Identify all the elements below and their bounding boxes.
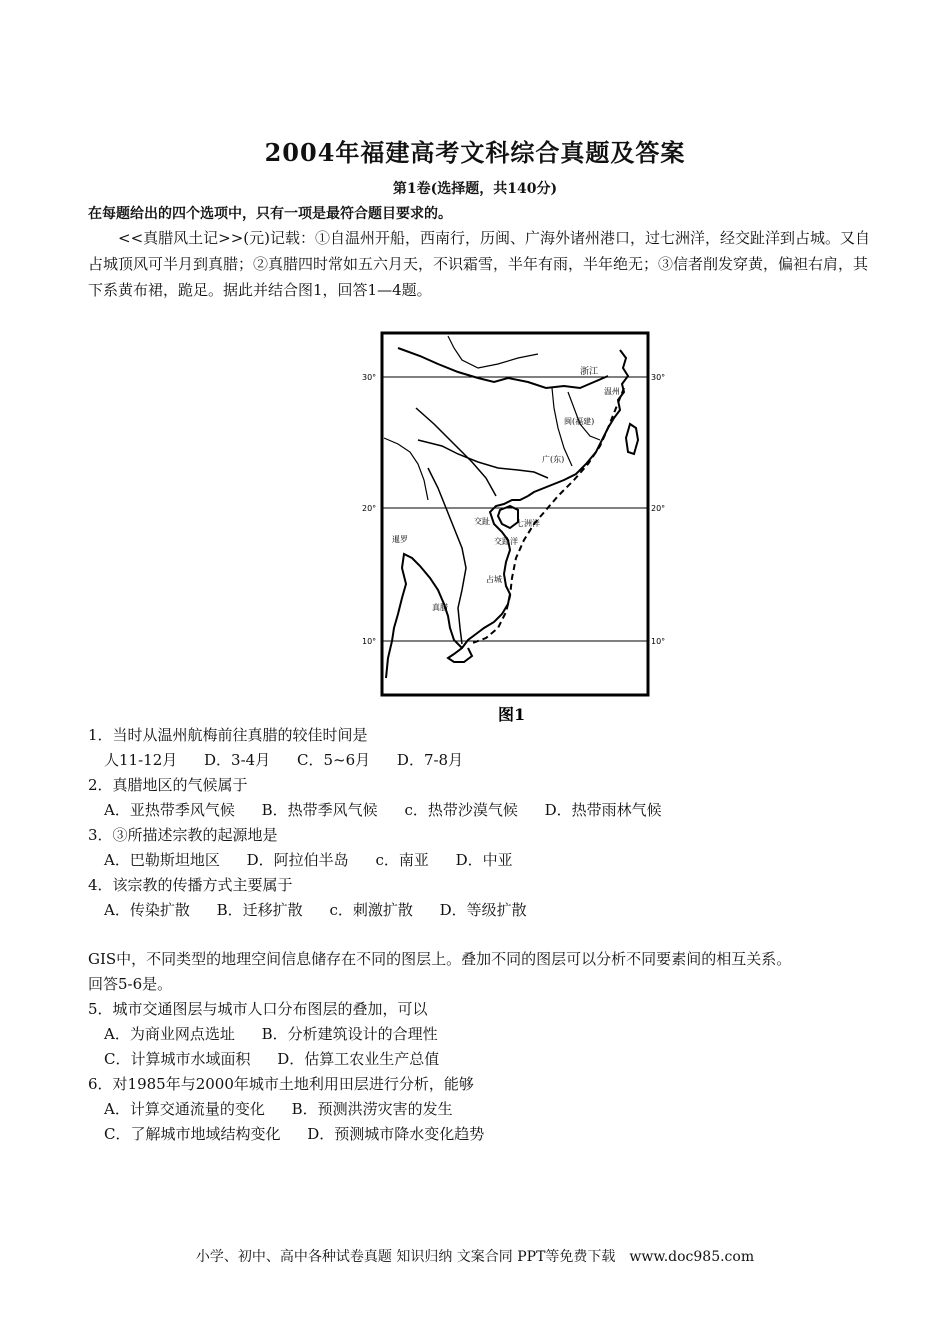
- section-subtitle: 第1卷(选择题，共140分): [392, 181, 558, 197]
- q3-option-c: c．南亚: [375, 851, 429, 869]
- question-5-options-row-1: [104, 1023, 460, 1044]
- q1-option-c: C．5~6月: [297, 751, 371, 769]
- passage-1-text: <<真腊风土记>>(元)记载：①自温州开船，西南行，历闽、广海外诸州港口，过七洲洋，经交趾洋到占城。又自占城顶风可半月到真腊；②真腊四时常如五六月天，不识霜雪，半年有雨，半年绝无；③信者削发穿黄，偏袒右肩，其下系黄布裙，跪足。据此并结合图1，回答1—4题。: [88, 229, 870, 299]
- label-jiaozhi: 交趾: [474, 517, 490, 526]
- q2-option-b: B．热带季风气候: [261, 801, 378, 819]
- question-5-stem: 5．城市交通图层与城市人口分布图层的叠加，可以: [88, 1000, 428, 1018]
- lat-label-10-left: 10°: [362, 637, 377, 646]
- label-qizhou-sea: 七洲洋: [516, 519, 540, 528]
- q2-option-c: c．热带沙漠气候: [404, 801, 518, 819]
- question-4-stem: 4．该宗教的传播方式主要属于: [88, 876, 293, 894]
- q3-option-b: D．阿拉伯半岛: [246, 851, 349, 869]
- lat-label-20-left: 20°: [362, 504, 377, 513]
- q2-option-d: D．热带雨林气候: [544, 801, 662, 819]
- question-2-options: [104, 799, 684, 820]
- yangtze-river: [398, 348, 608, 388]
- river-west: [384, 438, 428, 500]
- label-siam: 暹罗: [392, 535, 408, 544]
- question-1-options: [104, 749, 485, 770]
- lat-label-30-left: 30°: [362, 373, 377, 382]
- question-2-stem: 2．真腊地区的气候属于: [88, 776, 248, 794]
- river-minjiang: [568, 392, 600, 440]
- q2-option-a: A．亚热带季风气候: [104, 801, 235, 819]
- label-min: 闽(福建): [564, 417, 595, 426]
- passage-1: [88, 225, 873, 303]
- q6-option-c: C．了解城市地域结构变化: [104, 1125, 281, 1143]
- label-wenzhou: 温州: [604, 387, 620, 396]
- q5-option-d: D．估算工农业生产总值: [277, 1050, 440, 1068]
- taiwan-island: [626, 424, 638, 454]
- label-zhejiang: 浙江: [580, 367, 599, 377]
- pearl-river: [418, 440, 548, 478]
- mekong-river: [428, 468, 466, 644]
- map-figure-1: [358, 328, 698, 728]
- footer-text[interactable]: 小学、初中、高中各种试卷真题 知识归纳 文案合同 PPT等免费下载 www.doc985.com: [195, 1249, 755, 1265]
- label-zhenla: 真腊: [432, 603, 448, 612]
- lat-label-30-right: 30°: [651, 373, 666, 382]
- q3-option-d: D．中亚: [455, 851, 513, 869]
- q4-option-b: B．迁移扩散: [216, 901, 303, 919]
- passage-2-line-2: 回答5-6是。: [88, 975, 173, 993]
- question-4-options: [104, 899, 549, 920]
- red-river: [416, 408, 496, 496]
- passage-2-line-1: GIS中，不同类型的地理空间信息储存在不同的图层上。叠加不同的图层可以分析不同要素间的相互关系。: [88, 950, 792, 968]
- voyage-route: [470, 388, 624, 644]
- question-5-options-row-2: [104, 1048, 461, 1069]
- question-3-options: [104, 849, 535, 870]
- label-guang: 广(东): [542, 455, 565, 464]
- question-6-options-row-1: [104, 1098, 475, 1119]
- q5-option-b: B．分析建筑设计的合理性: [261, 1025, 438, 1043]
- q3-option-a: A．巴勒斯坦地区: [104, 851, 220, 869]
- map-caption: 图1: [498, 705, 526, 724]
- question-1-stem: 1．当时从温州航梅前往真腊的较佳时间是: [88, 726, 368, 744]
- q1-option-b: D．3-4月: [204, 751, 271, 769]
- q4-option-d: D．等级扩散: [439, 901, 527, 919]
- river-north: [448, 336, 538, 368]
- q4-option-c: c．刺激扩散: [329, 901, 413, 919]
- q5-option-a: A．为商业网点选址: [104, 1025, 235, 1043]
- hainan-island: [498, 506, 518, 528]
- lat-label-20-right: 20°: [651, 504, 666, 513]
- q1-option-a: 人11-12月: [104, 751, 178, 769]
- q1-option-d: D．7-8月: [396, 751, 464, 769]
- question-3-stem: 3．③所描述宗教的起源地是: [88, 826, 278, 844]
- q6-option-a: A．计算交通流量的变化: [104, 1100, 265, 1118]
- q4-option-a: A．传染扩散: [104, 901, 190, 919]
- q5-option-c: C．计算城市水域面积: [104, 1050, 251, 1068]
- q6-option-b: B．预测洪涝灾害的发生: [291, 1100, 453, 1118]
- label-zhancheng: 占城: [486, 575, 502, 584]
- question-6-stem: 6．对1985年与2000年城市土地利用田层进行分析，能够: [88, 1075, 474, 1093]
- question-6-options-row-2: [104, 1123, 506, 1144]
- q6-option-d: D．预测城市降水变化趋势: [307, 1125, 485, 1143]
- instruction-text: 在每题给出的四个选项中，只有一项是最符合题目要求的。: [88, 206, 452, 222]
- label-jiaozhi-sea: 交趾洋: [494, 537, 518, 546]
- lat-label-10-right: 10°: [651, 637, 666, 646]
- page-title: 2004年福建高考文科综合真题及答案: [264, 138, 686, 167]
